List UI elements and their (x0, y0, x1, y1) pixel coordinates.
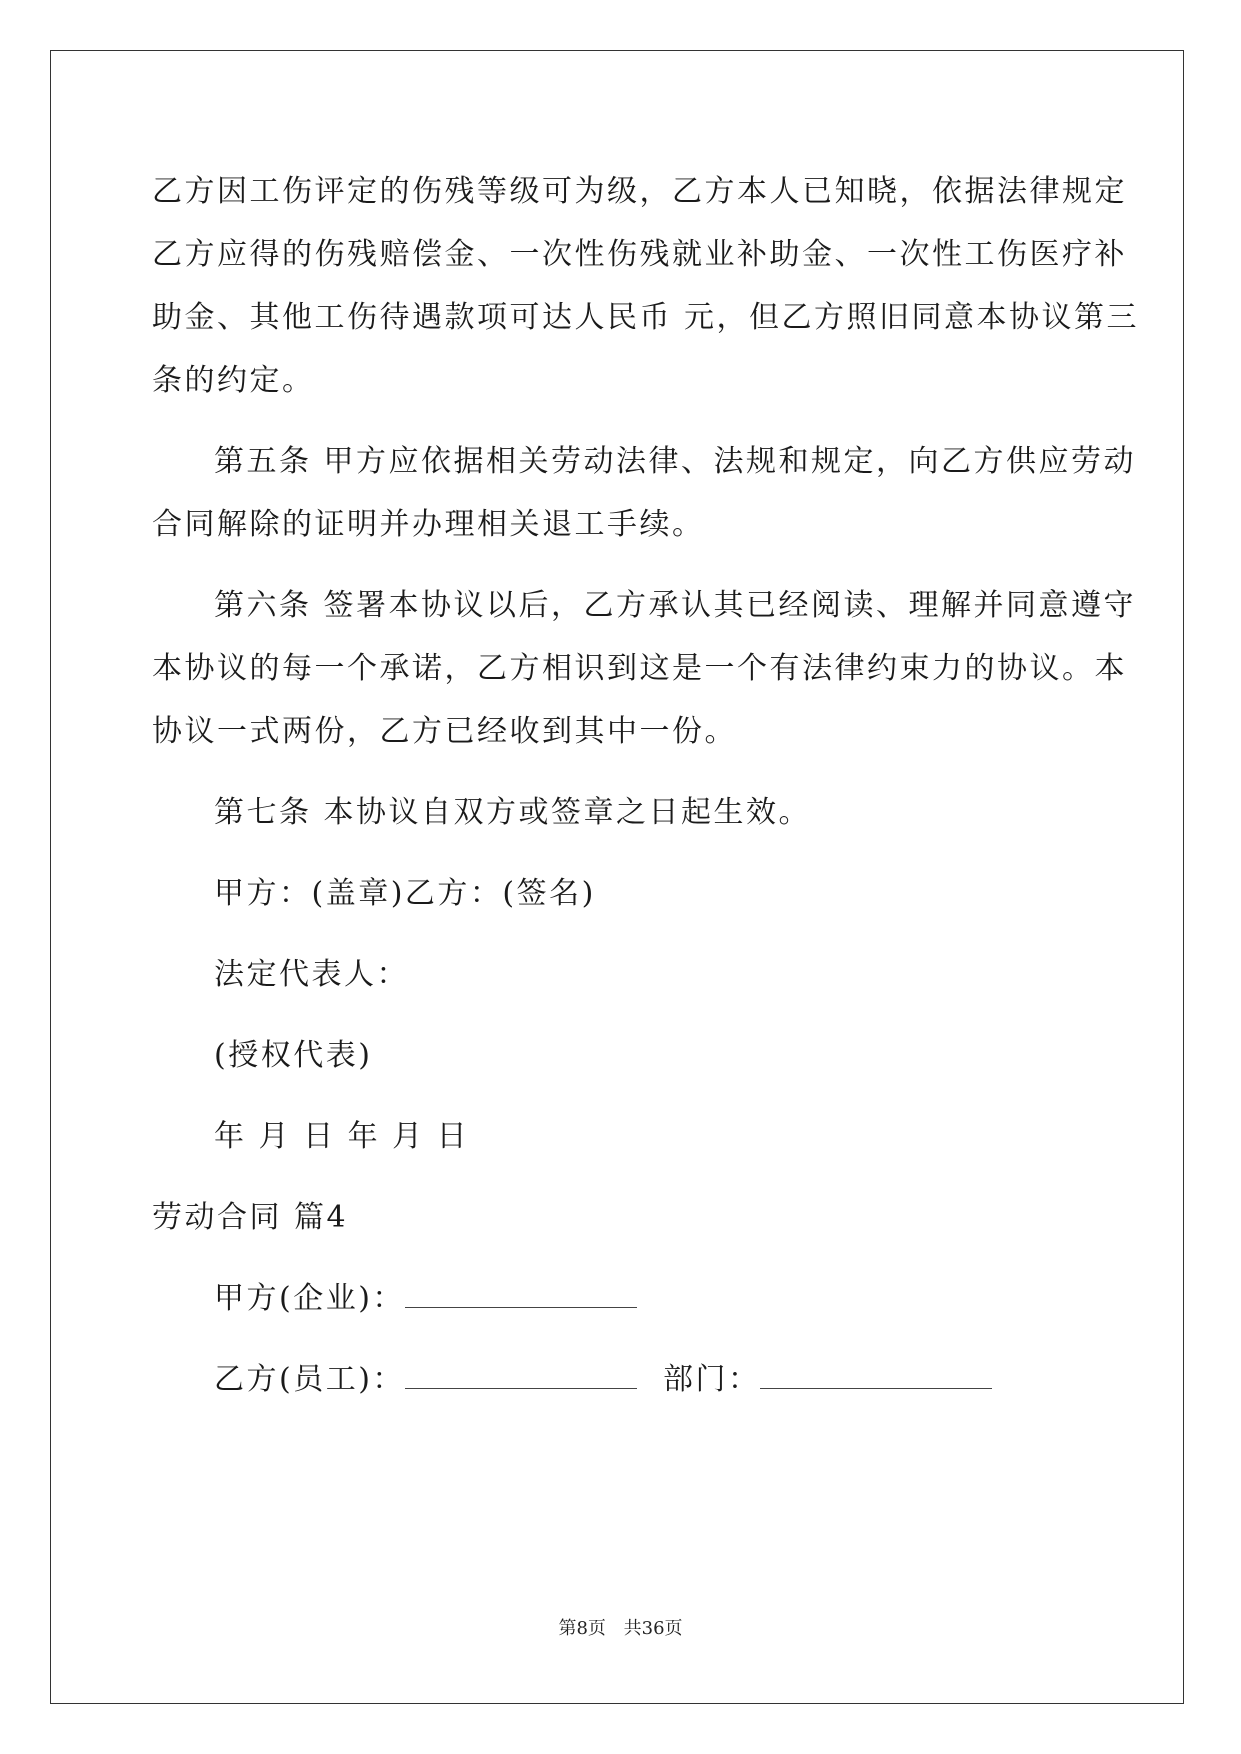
section-title: 劳动合同 篇4 (152, 1200, 349, 1235)
party-a-label: 甲方(企业)： (214, 1281, 405, 1316)
party-b-label: 乙方(员工)： (214, 1362, 405, 1397)
signature-parties: 甲方：(盖章)乙方：(签名) (214, 876, 596, 911)
form-row-party-a (152, 1267, 1086, 1330)
text-line: 助金、其他工伤待遇款项可达人民币 元，但乙方照旧同意本协议第三 (152, 300, 1140, 335)
party-b-blank-field[interactable] (405, 1366, 637, 1389)
signature-legal-rep: 法定代表人： (214, 957, 409, 992)
text-line: 乙方因工伤评定的伤残等级可为级，乙方本人已知晓，依据法律规定 (152, 174, 1127, 209)
department-label: 部门： (662, 1362, 761, 1397)
page-total: 共36页 (623, 1618, 683, 1639)
department-blank-field[interactable] (760, 1366, 992, 1389)
text-line: 协议一式两份，乙方已经收到其中一份。 (152, 714, 737, 749)
paragraph-disability (152, 160, 1140, 412)
text-line: 本协议的每一个承诺，乙方相识到这是一个有法律约束力的协议。本 (152, 651, 1127, 686)
text-line: 第六条 签署本协议以后，乙方承认其已经阅读、理解并同意遵守 (214, 588, 1137, 623)
party-a-blank-field[interactable] (405, 1285, 637, 1308)
form-row-party-b (152, 1348, 1086, 1411)
document-body (152, 160, 1140, 1429)
signature-dates: 年 月 日 年 月 日 (214, 1119, 470, 1154)
text-line: 合同解除的证明并办理相关退工手续。 (152, 507, 705, 542)
page-number: 第8页 (558, 1618, 606, 1639)
text-line: 第五条 甲方应依据相关劳动法律、法规和规定，向乙方供应劳动 (214, 444, 1137, 479)
paragraph-article-6 (152, 574, 1137, 763)
text-line: 乙方应得的伤残赔偿金、一次性伤残就业补助金、一次性工伤医疗补 (152, 237, 1127, 272)
paragraph-article-5 (152, 430, 1137, 556)
page-footer (0, 1614, 1241, 1640)
signature-authorized: (授权代表) (214, 1038, 373, 1073)
text-line: 条的约定。 (152, 363, 315, 398)
paragraph-article-7: 第七条 本协议自双方或签章之日起生效。 (214, 795, 812, 830)
